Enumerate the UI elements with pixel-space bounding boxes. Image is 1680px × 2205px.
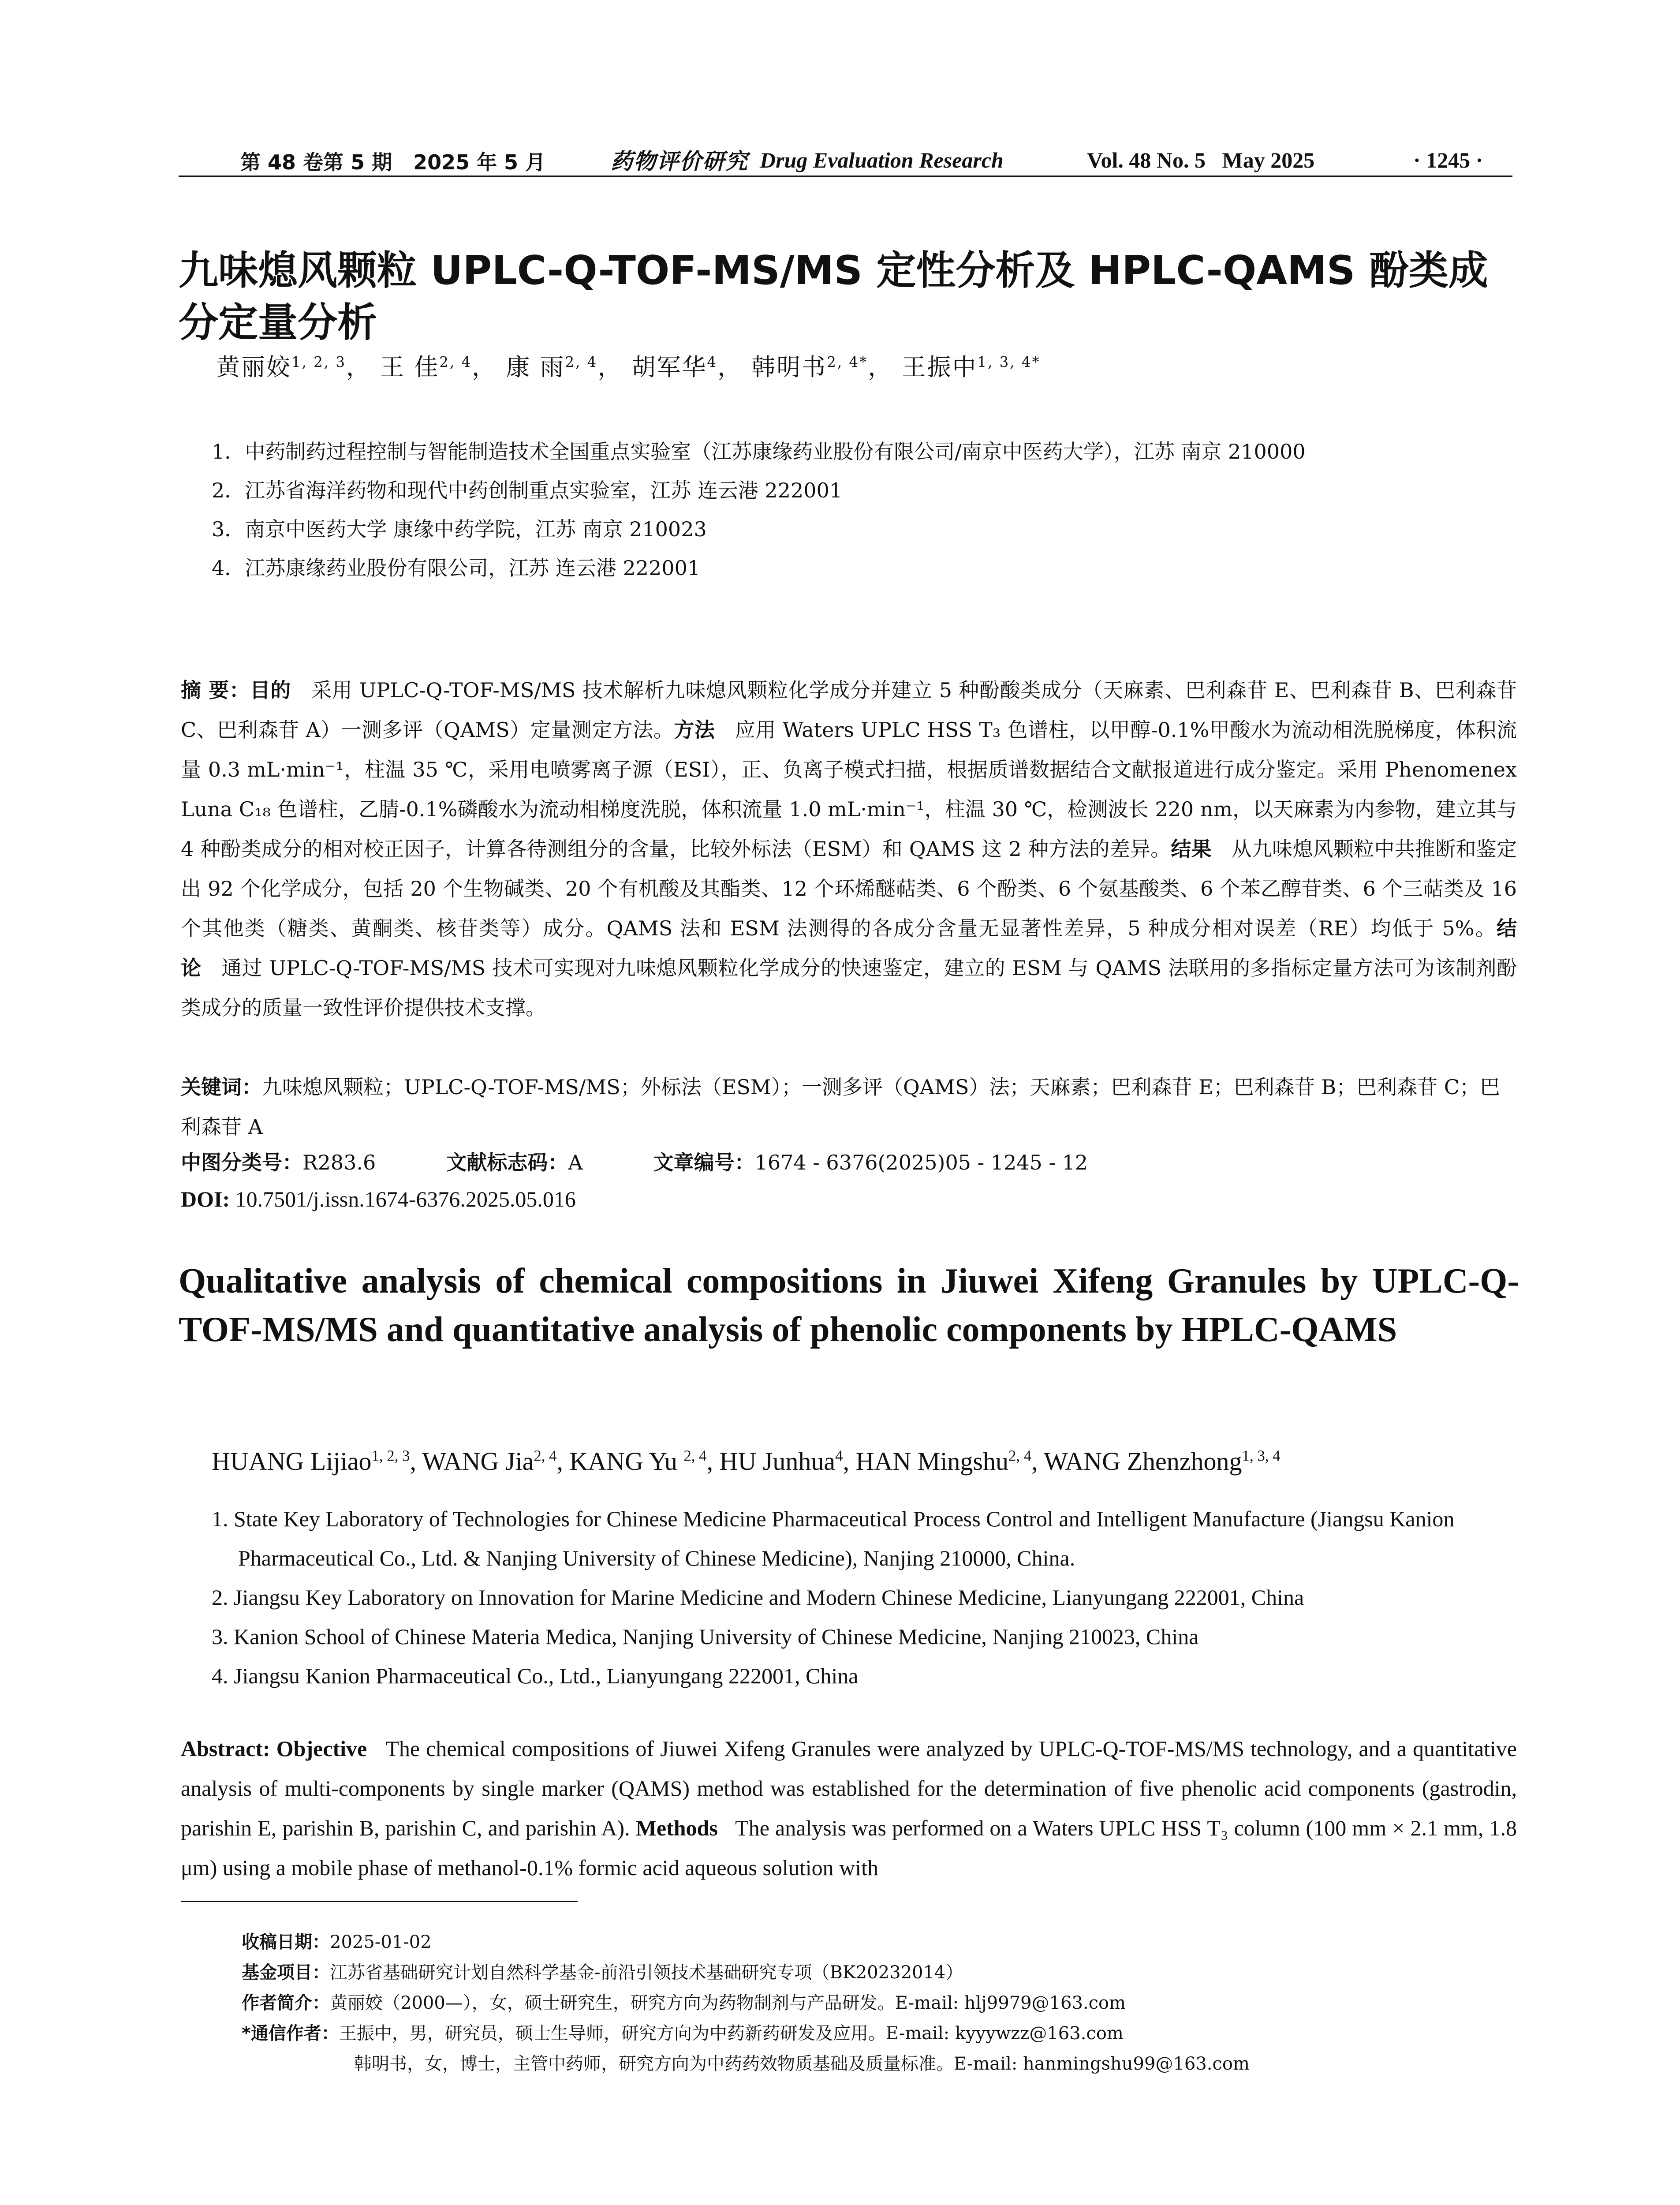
abstract-en (181, 1729, 1517, 1887)
affiliation-en: 3. Kanion School of Chinese Materia Medica, Nanjing University of Chinese Medicine, Nanjing 210023, China (212, 1624, 1199, 1649)
doi-label: DOI: (181, 1187, 230, 1211)
affiliation-en: 4. Jiangsu Kanion Pharmaceutical Co., Ltd., Lianyungang 222001, China (212, 1663, 859, 1688)
received-date: 收稿日期：2025-01-02 (242, 1932, 432, 1952)
keywords-text: 九味熄风颗粒；UPLC-Q-TOF-MS/MS；外标法（ESM）；一测多评（QAMS）法；天麻素；巴利森苷 E；巴利森苷 B；巴利森苷 C；巴利森苷 A (181, 1075, 1500, 1139)
doc-code-label: 文献标志码： (446, 1151, 568, 1174)
author-en: HU Junhua$^4$ (719, 1447, 843, 1476)
author-cn: 康 雨$^{2, 4}$ (506, 353, 598, 381)
title-en: Qualitative analysis of chemical compositions in Jiuwei Xifeng Granules by UPLC-Q-TOF-MS/MS and quantitative analysis of phenolic components by HPLC-QAMS (179, 1262, 1519, 1349)
corresponding-author-2: 韩明书，女，博士，主管中药师，研究方向为中药药效物质基础及质量标准。E-mail: hanmingshu99@163.com (354, 2054, 1250, 2074)
clc-label: 中图分类号： (181, 1151, 302, 1174)
affiliation-en: 1. State Key Laboratory of Technologies for Chinese Medicine Pharmaceutical Process Control and Intelligent Manufacture (Jiangsu Kanion Pharmaceutical Co., Ltd. & Nanjing University of Chinese Medicine), Nanjing 210000, China. (212, 1506, 1455, 1570)
objective-text: 采用 UPLC-Q-TOF-MS/MS 技术解析九味熄风颗粒化学成分并建立 5 种酚酸类成分（天麻素、巴利森苷 E、巴利森苷 B、巴利森苷 C、巴利森苷 A）一测多评（QAMS）定量测定方法。 (181, 678, 1517, 742)
journal-logo: 药物评价研究 (611, 148, 748, 174)
results-text: 从九味熄风颗粒中共推断和鉴定出 92 个化学成分，包括 20 个生物碱类、20 个有机酸及其酯类、12 个环烯醚萜类、6 个酚类、6 个氨基酸类、6 个苯乙醇苷类、6 个三萜类及 16 个其他类（糖类、黄酮类、核苷类等）成分。QAMS 法和 ESM 法测得的各成分含量无显著性差异，5 种成分相对误差（RE）均低于 5%。 (181, 837, 1517, 940)
article-number-label: 文章编号： (653, 1151, 755, 1174)
funding: 基金项目：江苏省基础研究计划自然科学基金-前沿引领技术基础研究专项（BK20232014） (242, 1962, 963, 1983)
footnote-rule (181, 1901, 578, 1902)
abstract-label: 摘 要： (181, 678, 250, 702)
keywords (181, 1067, 1517, 1147)
author-cn: 胡军华$^4$ (631, 353, 718, 381)
footnotes (242, 1927, 1520, 2079)
doi-line (181, 1186, 1517, 1212)
clc-value: R283.6 (302, 1151, 376, 1174)
journal-name-en: Drug Evaluation Research (760, 148, 1004, 172)
affiliation-cn: 4．江苏康缘药业股份有限公司，江苏 连云港 222001 (212, 556, 701, 580)
article-number-value: 1674 - 6376(2025)05 - 1245 - 12 (754, 1151, 1088, 1174)
header-rule (179, 176, 1512, 177)
author-bio: 作者简介：黄丽姣（2000—），女，硕士研究生，研究方向为药物制剂与产品研发。E-mail: hlj9979@163.com (242, 1993, 1126, 2013)
classification-line (181, 1147, 1517, 1176)
results-label: 结果 (1171, 837, 1212, 861)
corresponding-author-1: *通信作者：王振中，男，研究员，硕士生导师，研究方向为中药新药研发及应用。E-mail: kyyywzz@163.com (242, 2023, 1124, 2044)
authors-cn: 黄丽姣$^{1, 2, 3}$， 王 佳$^{2, 4}$， 康 雨$^{2, 4}$， 胡军华$^4$， 韩明书$^{2, 4*}$， 王振中$^{1, 3, 4*}$ (216, 353, 1041, 381)
objective-en-text: The chemical compositions of Jiuwei Xifeng Granules were analyzed by UPLC-Q-TOF-MS/MS technology, and a quantitative analysis of multi-components by single marker (QAMS) method was established for the determination of five phenolic acid components (gastrodin, parishin E, parishin B, parishin C, and parishin A). (181, 1736, 1517, 1840)
issue-info-cn: 第 48 卷第 5 期 2025 年 5 月 (240, 150, 546, 174)
affiliations-cn (212, 432, 1517, 587)
affiliation-cn: 3．南京中医药大学 康缘中药学院，江苏 南京 210023 (212, 517, 707, 541)
methods-en-text: The analysis was performed on a Waters UPLC HSS T₃ column (100 mm × 2.1 mm, 1.8 μm) using a mobile phase of methanol-0.1% formic acid aqueous solution with (181, 1816, 1517, 1880)
author-en: WANG Zhenzhong$^{1, 3, 4}$ (1044, 1447, 1281, 1476)
author-cn: 王 佳$^{2, 4}$ (380, 353, 472, 381)
affiliation-cn: 1．中药制药过程控制与智能制造技术全国重点实验室（江苏康缘药业股份有限公司/南京中医药大学），江苏 南京 210000 (212, 440, 1306, 463)
title-cn: 九味熄风颗粒 UPLC-Q-TOF-MS/MS 定性分析及 HPLC-QAMS 酚类成分定量分析 (179, 247, 1488, 346)
objective-label: 目的 (250, 678, 291, 702)
author-en: WANG Jia$^{2, 4}$ (422, 1447, 557, 1476)
keywords-label: 关键词： (181, 1075, 262, 1099)
running-header (179, 142, 1512, 177)
author-en: HUANG Lijiao$^{1, 2, 3}$ (212, 1447, 410, 1476)
abstract-en-label: Abstract: Objective (181, 1736, 367, 1761)
affiliations-en (212, 1499, 1517, 1696)
methods-label: 方法 (674, 718, 715, 742)
author-en: KANG Yu $^{2, 4}$ (569, 1447, 707, 1476)
conclusion-text: 通过 UPLC-Q-TOF-MS/MS 技术可实现对九味熄风颗粒化学成分的快速鉴定，建立的 ESM 与 QAMS 法联用的多指标定量方法可为该制剂酚类成分的质量一致性评价提供技术支撑。 (181, 956, 1517, 1020)
author-cn: 韩明书$^{2, 4*}$ (751, 353, 868, 381)
volume-info-en: Vol. 48 No. 5 May 2025 (1087, 148, 1315, 172)
doi-value[interactable]: 10.7501/j.issn.1674-6376.2025.05.016 (235, 1187, 576, 1211)
methods-en-label: Methods (635, 1816, 718, 1840)
methods-text: 应用 Waters UPLC HSS T₃ 色谱柱，以甲醇-0.1%甲酸水为流动相洗脱梯度，体积流量 0.3 mL·min⁻¹，柱温 35 ℃，采用电喷雾离子源（ESI），正、负离子模式扫描，根据质谱数据结合文献报道进行成分鉴定。采用 Phenomenex Luna C₁₈ 色谱柱，乙腈-0.1%磷酸水为流动相梯度洗脱，体积流量 1.0 mL·min⁻¹，柱温 30 ℃，检测波长 220 nm，以天麻素为内参物，建立其与 4 种酚类成分的相对校正因子，计算各待测组分的含量，比较外标法（ESM）和 QAMS 这 2 种方法的差异。 (181, 718, 1517, 861)
affiliation-en: 2. Jiangsu Key Laboratory on Innovation for Marine Medicine and Modern Chinese Medicine, Lianyungang 222001, China (212, 1585, 1304, 1610)
conclusion-label: 结论 (181, 916, 1517, 980)
affiliation-cn: 2．江苏省海洋药物和现代中药创制重点实验室，江苏 连云港 222001 (212, 478, 843, 502)
abstract-cn (181, 670, 1517, 1028)
author-cn: 王振中$^{1, 3, 4*}$ (902, 353, 1041, 381)
page-number: · 1245 · (1413, 148, 1483, 172)
author-cn: 黄丽姣$^{1, 2, 3}$ (216, 353, 347, 381)
author-en: HAN Mingshu$^{2, 4}$ (855, 1447, 1032, 1476)
authors-en: HUANG Lijiao$^{1, 2, 3}$, WANG Jia$^{2, 4}$, KANG Yu $^{2, 4}$, HU Junhua$^4$, HAN Mingshu$^{2, 4}$, WANG Zhenzhong$^{1, 3, 4}$ (212, 1447, 1281, 1476)
doc-code-value: A (568, 1151, 583, 1174)
